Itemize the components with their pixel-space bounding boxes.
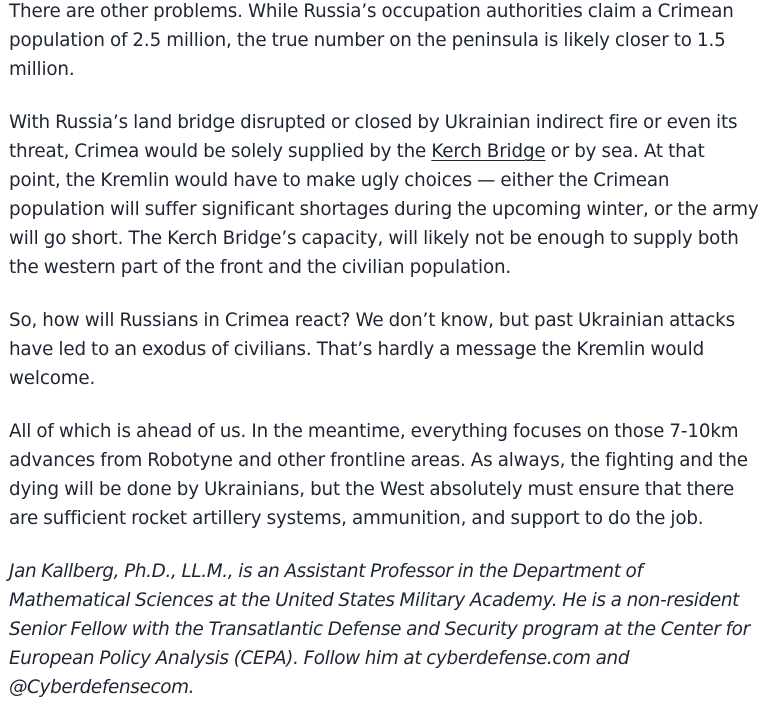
text-line: are sufficient rocket artillery systems, ammunition, and support to do the job. <box>9 508 704 529</box>
paragraph-land-bridge <box>9 108 775 282</box>
paragraph-spacer <box>9 533 775 557</box>
text-line: So, how will Russians in Crimea react? We don’t know, but past Ukrainian attacks <box>9 310 735 331</box>
paragraph-spacer <box>9 393 775 417</box>
text-line: Mathematical Sciences at the United States Military Academy. He is a non-resident <box>9 590 739 611</box>
text-line: will go short. The Kerch Bridge’s capacity, will likely not be enough to supply both <box>9 228 739 249</box>
paragraph-frontline-advances <box>9 417 775 533</box>
text-line: welcome. <box>9 368 96 389</box>
text-line: All of which is ahead of us. In the meantime, everything focuses on those 7-10km <box>9 421 739 442</box>
text-line: million. <box>9 59 75 80</box>
text-fragment: threat, Crimea would be solely supplied by the <box>9 141 432 162</box>
text-line: @Cyberdefensecom. <box>9 677 195 698</box>
text-line: population of 2.5 million, the true number on the peninsula is likely closer to 1.5 <box>9 30 726 51</box>
text-fragment: or by sea. At that <box>545 141 705 162</box>
text-line: the western part of the front and the civilian population. <box>9 257 512 278</box>
text-line: With Russia’s land bridge disrupted or closed by Ukrainian indirect fire or even its <box>9 112 738 133</box>
text-line: have led to an exodus of civilians. That’s hardly a message the Kremlin would <box>9 339 705 360</box>
text-line: There are other problems. While Russia’s occupation authorities claim a Crimean <box>9 1 734 22</box>
text-line: population will suffer significant shortages during the upcoming winter, or the army <box>9 199 759 220</box>
paragraph-spacer <box>9 84 775 108</box>
author-bio <box>9 557 775 702</box>
text-line: Jan Kallberg, Ph.D., LL.M., is an Assistant Professor in the Department of <box>9 561 643 582</box>
paragraph-spacer <box>9 282 775 306</box>
paragraph-crimean-population <box>9 0 775 84</box>
text-line: Senior Fellow with the Transatlantic Defense and Security program at the Center for <box>9 619 750 640</box>
kerch-bridge-link[interactable]: Kerch Bridge <box>431 141 546 162</box>
text-line: point, the Kremlin would have to make ugly choices — either the Crimean <box>9 170 670 191</box>
paragraph-crimea-reaction <box>9 306 775 393</box>
text-line: European Policy Analysis (CEPA). Follow him at cyberdefense.com and <box>9 648 630 669</box>
text-line: dying will be done by Ukrainians, but the West absolutely must ensure that there <box>9 479 735 500</box>
text-line: advances from Robotyne and other frontline areas. As always, the fighting and the <box>9 450 748 471</box>
